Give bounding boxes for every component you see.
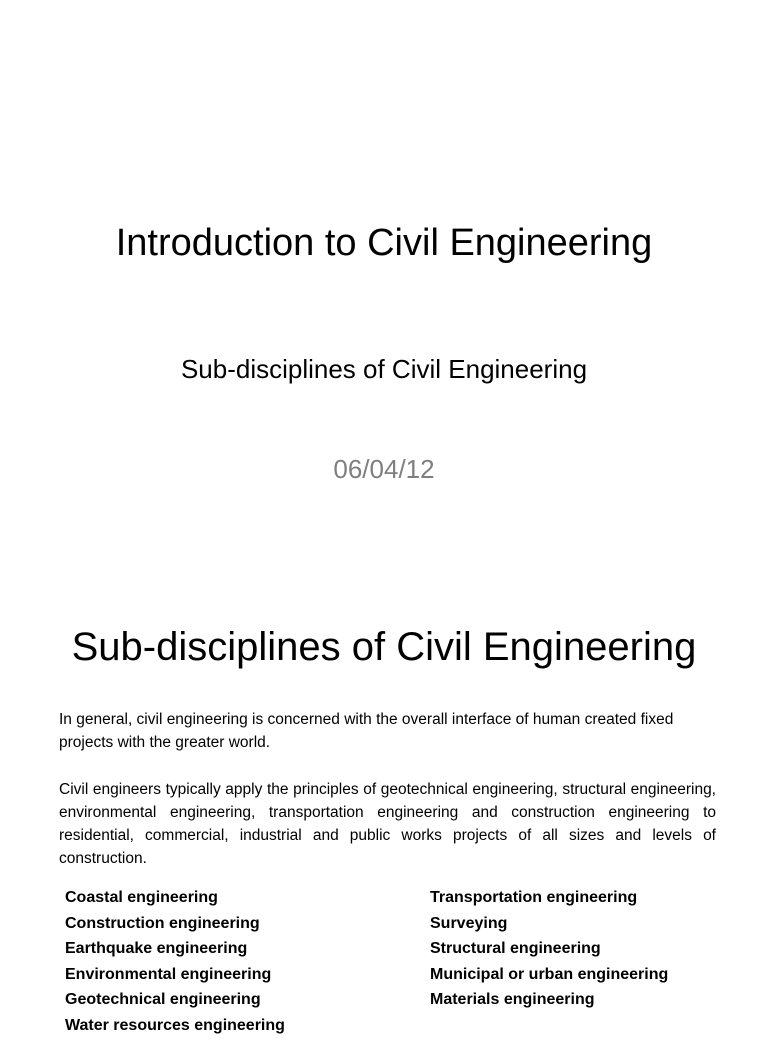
list-item: Surveying (430, 914, 508, 932)
list-item: Municipal or urban engineering (430, 965, 669, 983)
slide-date: 06/04/12 (333, 454, 435, 484)
list-item: Structural engineering (430, 940, 601, 958)
slide-heading: Sub-disciplines of Civil Engineering (71, 625, 697, 669)
list-item: Materials engineering (430, 991, 595, 1009)
slide-title: Introduction to Civil Engineering (115, 222, 653, 264)
intro-paragraph: In general, civil engineering is concerned with the overall interface of human created fixed projects with the greater world. (59, 711, 674, 752)
list-item: Construction engineering (65, 914, 260, 932)
subdiscipline-list-right (430, 885, 668, 1013)
list-item: Coastal engineering (65, 889, 218, 906)
content-slide (0, 576, 768, 1034)
list-item: Geotechnical engineering (65, 991, 261, 1009)
list-item: Earthquake engineering (65, 940, 248, 958)
list-item: Water resources engineering (65, 1016, 285, 1034)
slide-subtitle: Sub-disciplines of Civil Engineering (180, 354, 588, 384)
principles-paragraph: Civil engineers typically apply the principles of geotechnical engineering, structural engineering, environmental engineering, transportation engineering and construction engineering to residential, commercial, industrial and public works projects of all sizes and levels of construction. (59, 780, 716, 868)
list-item: Environmental engineering (65, 965, 272, 983)
subdiscipline-list-left (65, 885, 285, 1039)
list-item: Transportation engineering (430, 889, 638, 906)
slide-body (59, 708, 716, 871)
